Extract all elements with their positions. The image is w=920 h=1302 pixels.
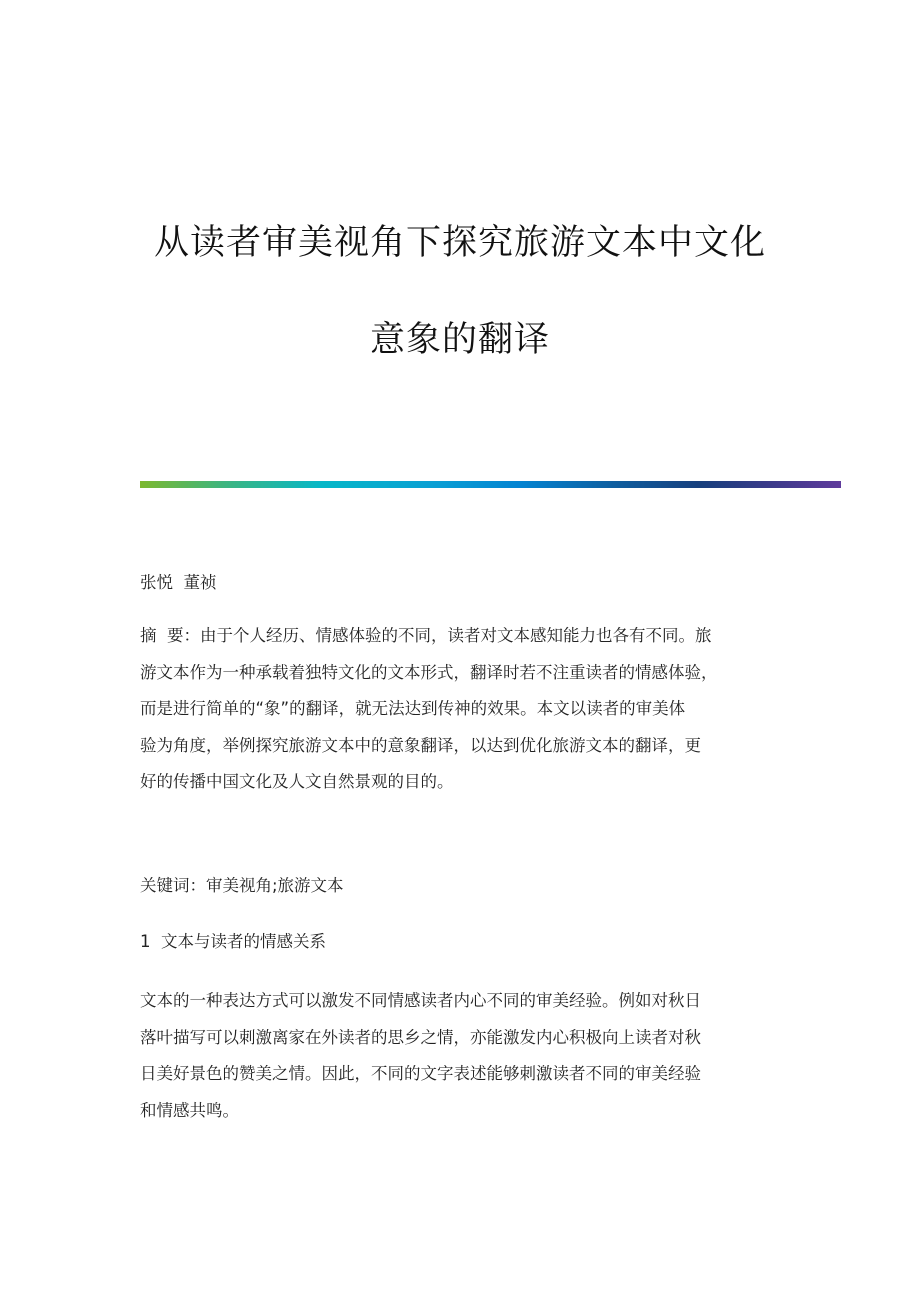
section-heading: 1 文本与读者的情感关系 bbox=[140, 932, 326, 951]
document-title-line-1: 从读者审美视角下探究旅游文本中文化 bbox=[153, 223, 766, 263]
keywords: 关键词：审美视角;旅游文本 bbox=[140, 876, 344, 895]
abstract-line: 验为角度，举例探究旅游文本中的意象翻译，以达到优化旅游文本的翻译，更 bbox=[140, 735, 701, 755]
body-line: 落叶描写可以刺激离家在外读者的思乡之情，亦能激发内心积极向上读者对秋 bbox=[140, 1027, 701, 1047]
abstract-line: 摘 要：由于个人经历、情感体验的不同，读者对文本感知能力也各有不同。旅 bbox=[140, 626, 712, 645]
abstract-line: 游文本作为一种承载着独特文化的文本形式，翻译时若不注重读者的情感体验， bbox=[140, 662, 718, 682]
body-line: 和情感共鸣。 bbox=[140, 1100, 239, 1120]
gradient-divider bbox=[140, 481, 841, 488]
abstract-line: 而是进行简单的“象”的翻译，就无法达到传神的效果。本文以读者的审美体 bbox=[140, 699, 686, 718]
section-body bbox=[140, 983, 780, 1129]
body-line: 日美好景色的赞美之情。因此，不同的文字表述能够刺激读者不同的审美经验 bbox=[140, 1064, 701, 1083]
abstract bbox=[140, 618, 780, 801]
authors: 张悦 董祯 bbox=[140, 573, 217, 592]
body-line: 文本的一种表达方式可以激发不同情感读者内心不同的审美经验。例如对秋日 bbox=[140, 991, 701, 1010]
document-title-line-2: 意象的翻译 bbox=[369, 320, 550, 360]
abstract-line: 好的传播中国文化及人文自然景观的目的。 bbox=[140, 772, 454, 791]
